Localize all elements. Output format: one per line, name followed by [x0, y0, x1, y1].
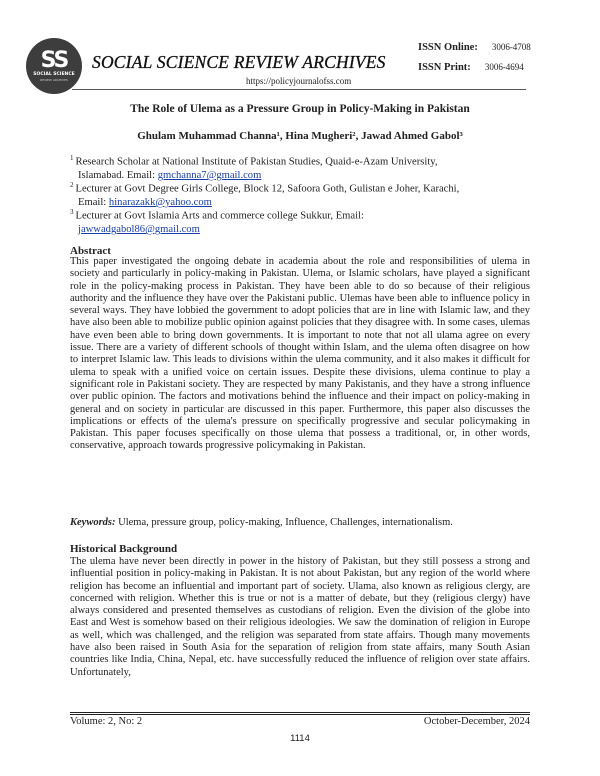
logo-subtitle-2: REVIEW ARCHIVES	[40, 78, 68, 82]
footer-rule	[70, 714, 530, 715]
footer-rule	[70, 712, 530, 713]
keywords-label: Keywords:	[70, 517, 116, 528]
issn-print: ISSN Print: 3006-4694	[418, 62, 524, 73]
header-rule	[72, 89, 526, 90]
journal-name: SOCIAL SCIENCE REVIEW ARCHIVES	[92, 52, 386, 72]
history-heading: Historical Background	[70, 543, 178, 555]
email-link[interactable]: hinarazakk@yahoo.com	[108, 197, 212, 209]
paper-title: The Role of Ulema as a Pressure Group in Policy-Making in Pakistan	[130, 103, 470, 115]
page-number: 1114	[290, 733, 310, 744]
keywords-text: Ulema, pressure group, policy-making, Influence, Challenges, internationalism.	[118, 517, 453, 528]
paper-authors: Ghulam Muhammad Channa¹, Hina Mugheri², Jawad Ahmed Gabol³	[137, 130, 463, 142]
logo-letters: SS	[40, 48, 68, 73]
abstract-heading: Abstract	[70, 245, 111, 257]
email-link[interactable]: gmchanna7@gmail.com	[157, 170, 262, 182]
keywords	[70, 517, 530, 528]
history-body: The ulema have never been directly in power in the history of Pakistan, but they still possess a strong and influential position in policy-making in Pakistan. It is not about Pakistan, but any region of the world where religion has become an influential and important part of society. Ulama, also known as religious clergy, are concerned with religion. Whether this is true or not is a matter of debate, but they (religious clergy) have always considered and presented themselves as custodians of religion. Even the division of the globe into East and West is somehow based on their religious ideologies. We saw the domination of religion in Europe as well, which was challenged, and the religion was separated from state affairs. Though many movements have also been raised in South Asia for the separation of religion from state affairs, many South Asian countries like India, China, Nepal, etc. have successfully reduced the influence of religion over state affairs. Unfortunately,	[70, 556, 530, 678]
journal-url[interactable]: https://policyjournalofss.com	[246, 76, 352, 86]
logo-subtitle: SOCIAL SCIENCE	[33, 72, 75, 77]
affiliation-2: $^2$ Lecturer at Govt Degree Girls College, Block 12, Safoora Goth, Gulistan e Joher, Karachi, Email: hinarazakk@yahoo.com	[70, 181, 460, 209]
affiliation-3: $^3$ Lecturer at Govt Islamia Arts and commerce college Sukkur, Email: jawwadgabol86@gmail.com	[70, 208, 364, 236]
footer-volume: Volume: 2, No: 2	[70, 716, 143, 727]
footer-date: October-December, 2024	[423, 716, 530, 727]
issn-online: ISSN Online: 3006-4708	[418, 42, 531, 53]
abstract-body: This paper investigated the ongoing debate in academia about the role and responsibilities of ulema in society and particularly in policy-making in Pakistan. Ulema, or Islamic scholars, have played a significant role in the policy-making process in Pakistan. They have been able to do so because of their religious authority and the influence they have over the Pakistani public. Ulemas have been able to influence policy in several ways. They have lobbied the government to adopt policies that are in line with Islamic law, and they have also been able to mobilize public opinion against policies that they disagree with. In some cases, ulemas have even been able to bring down governments. It is important to note that not all ulama agree on every issue. There are a variety of different schools of thought within Islam, and the ulema often disagree on how to interpret Islamic law. This leads to divisions within the ulema community, and it also makes it difficult for ulema to speak with a unified voice on certain issues. Despite these divisions, ulema continue to play a significant role in Pakistani society. They are respected by many Pakistanis, and they have a strong influence over public opinion. The factors and motivations behind the influence and their impact on policy-making in general and on society in particular are discussed in this paper. Furthermore, this paper also discusses the implications or effects of the ulema's pressure on specifically progressive and secular policymaking in Pakistan. This paper focuses specifically on those ulema that possess a traditional, or, in other words, conservative, approach towards progressive policymaking in Pakistan.	[70, 256, 530, 452]
journal-logo	[26, 38, 82, 94]
email-link[interactable]: jawwadgabol86@gmail.com	[78, 224, 200, 236]
affiliation-1: $^1$ Research Scholar at National Institute of Pakistan Studies, Quaid-e-Azam University, Islamabad. Email: gmchanna7@gmail.com	[70, 154, 438, 182]
